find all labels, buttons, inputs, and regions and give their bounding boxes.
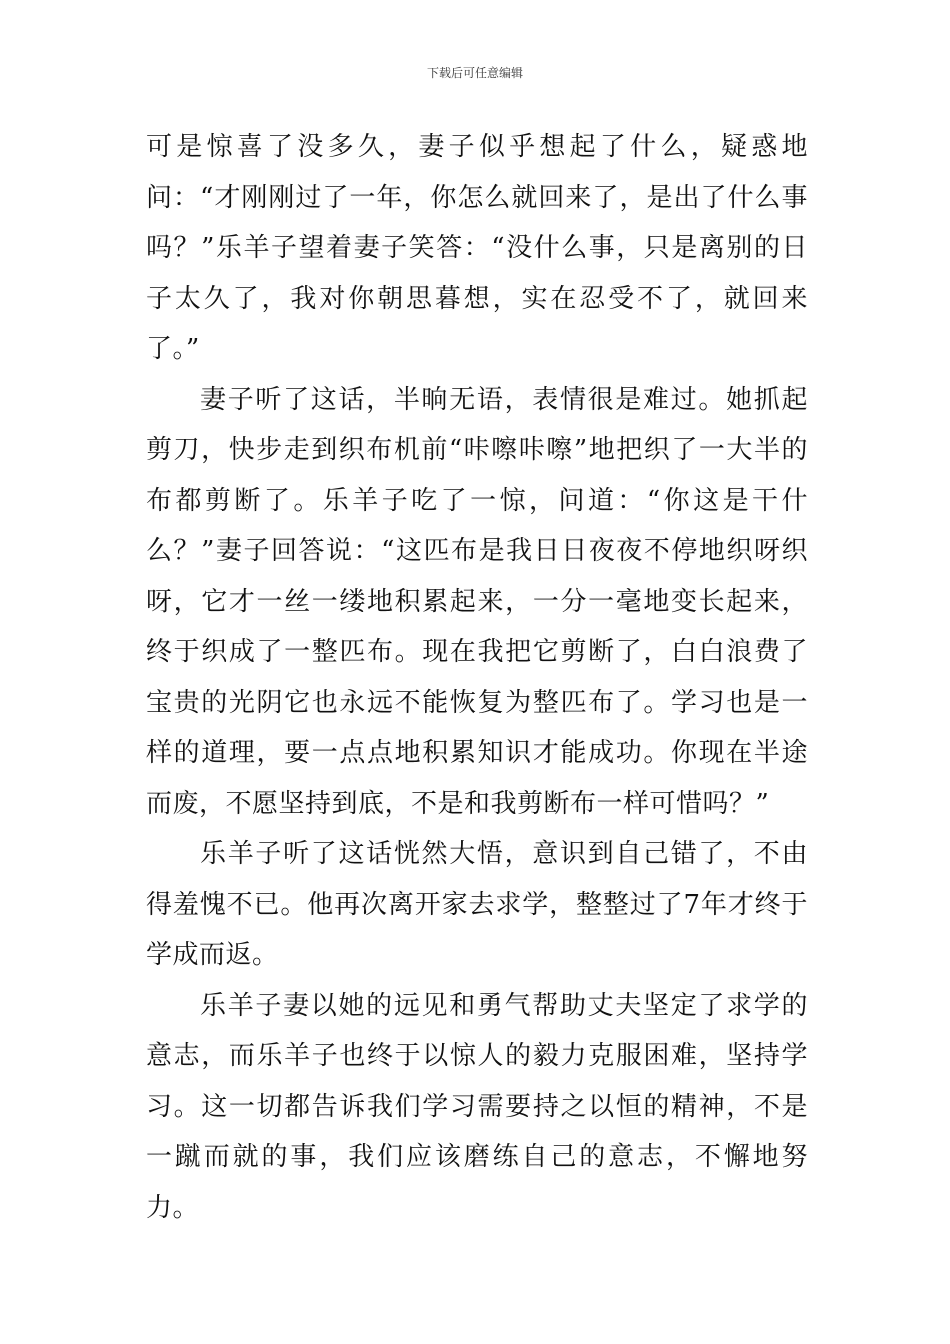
paragraph: 乐羊子听了这话恍然大悟，意识到自己错了，不由得羞愧不已。他再次离开家去求学，整整过了7年才终于学成而返。 bbox=[146, 839, 808, 970]
page-header: 下载后可任意编辑 bbox=[426, 66, 523, 80]
paragraph-continuation: 可是惊喜了没多久，妻子似乎想起了什么，疑惑地问：“才刚刚过了一年，你怎么就回来了，是出了什么事吗？”乐羊子望着妻子笑答：“没什么事，只是离别的日子太久了，我对你朝思暮想，实在忍受不了，就回来了。” bbox=[146, 132, 808, 364]
document-body bbox=[146, 122, 808, 1233]
paragraph: 乐羊子妻以她的远见和勇气帮助丈夫坚定了求学的意志，而乐羊子也终于以惊人的毅力克服困难，坚持学习。这一切都告诉我们学习需要持之以恒的精神，不是一蹴而就的事，我们应该磨练自己的意志，不懈地努力。 bbox=[146, 990, 808, 1223]
paragraph: 妻子听了这话，半晌无语，表情很是难过。她抓起剪刀，快步走到织布机前“咔嚓咔嚓”地把织了一大半的布都剪断了。乐羊子吃了一惊，问道：“你这是干什么？”妻子回答说：“这匹布是我日日夜夜不停地织呀织呀，它才一丝一缕地积累起来，一分一毫地变长起来，终于织成了一整匹布。现在我把它剪断了，白白浪费了宝贵的光阴它也永远不能恢复为整匹布了。学习也是一样的道理，要一点点地积累知识才能成功。你现在半途而废，不愿坚持到底，不是和我剪断布一样可惜吗？” bbox=[146, 384, 808, 819]
